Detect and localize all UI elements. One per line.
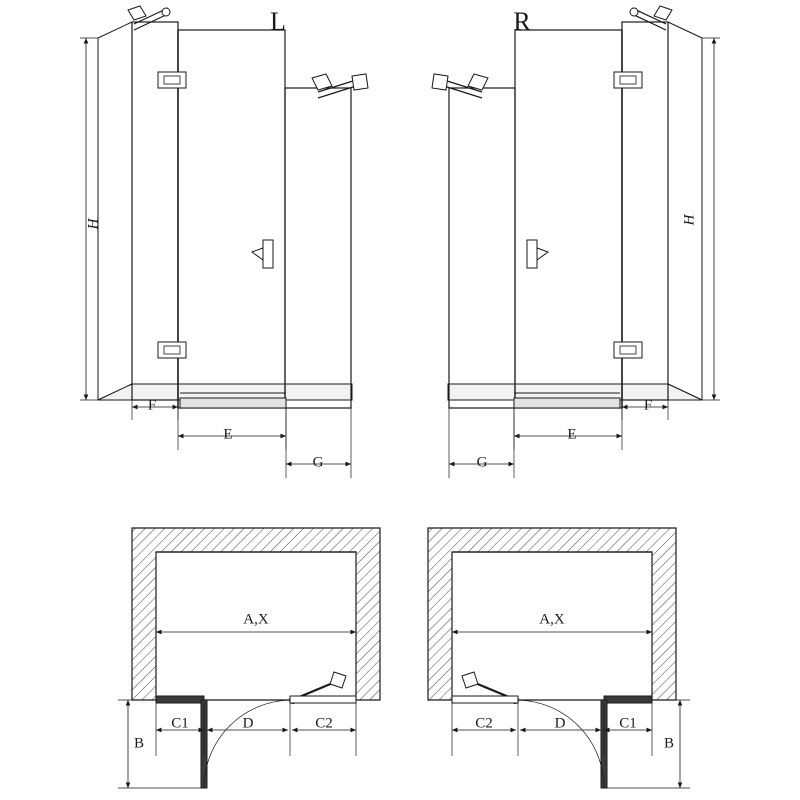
dim-label-D-left: D <box>242 715 254 732</box>
dim-label-AX-right: A,X <box>539 611 565 628</box>
dim-label-AX-left: A,X <box>243 611 269 628</box>
dim-label-G-left: G <box>312 454 324 471</box>
dim-label-B-right: B <box>663 735 675 752</box>
dim-label-F-left: F <box>147 397 157 414</box>
plan-right-group <box>428 528 690 788</box>
dim-label-E-right: E <box>567 426 577 443</box>
elevation-right-group <box>432 6 720 478</box>
dim-label-F-right: F <box>643 397 653 414</box>
dim-label-C1-left: C1 <box>171 715 189 732</box>
dim-label-E-left: E <box>223 426 233 443</box>
variant-label-right: R <box>513 6 531 36</box>
dim-label-H-right: H <box>681 214 698 226</box>
dim-label-C2-right: C2 <box>475 715 493 732</box>
dim-label-D-right: D <box>554 715 566 732</box>
elevation-left-group <box>80 6 368 478</box>
dim-label-G-right: G <box>476 454 488 471</box>
plan-left-group <box>118 528 380 788</box>
dim-label-C2-left: C2 <box>315 715 333 732</box>
dim-label-H-left: H <box>85 218 102 230</box>
dim-label-C1-right: C1 <box>619 715 637 732</box>
variant-label-left: L <box>270 6 286 36</box>
dim-label-B-left: B <box>133 735 145 752</box>
